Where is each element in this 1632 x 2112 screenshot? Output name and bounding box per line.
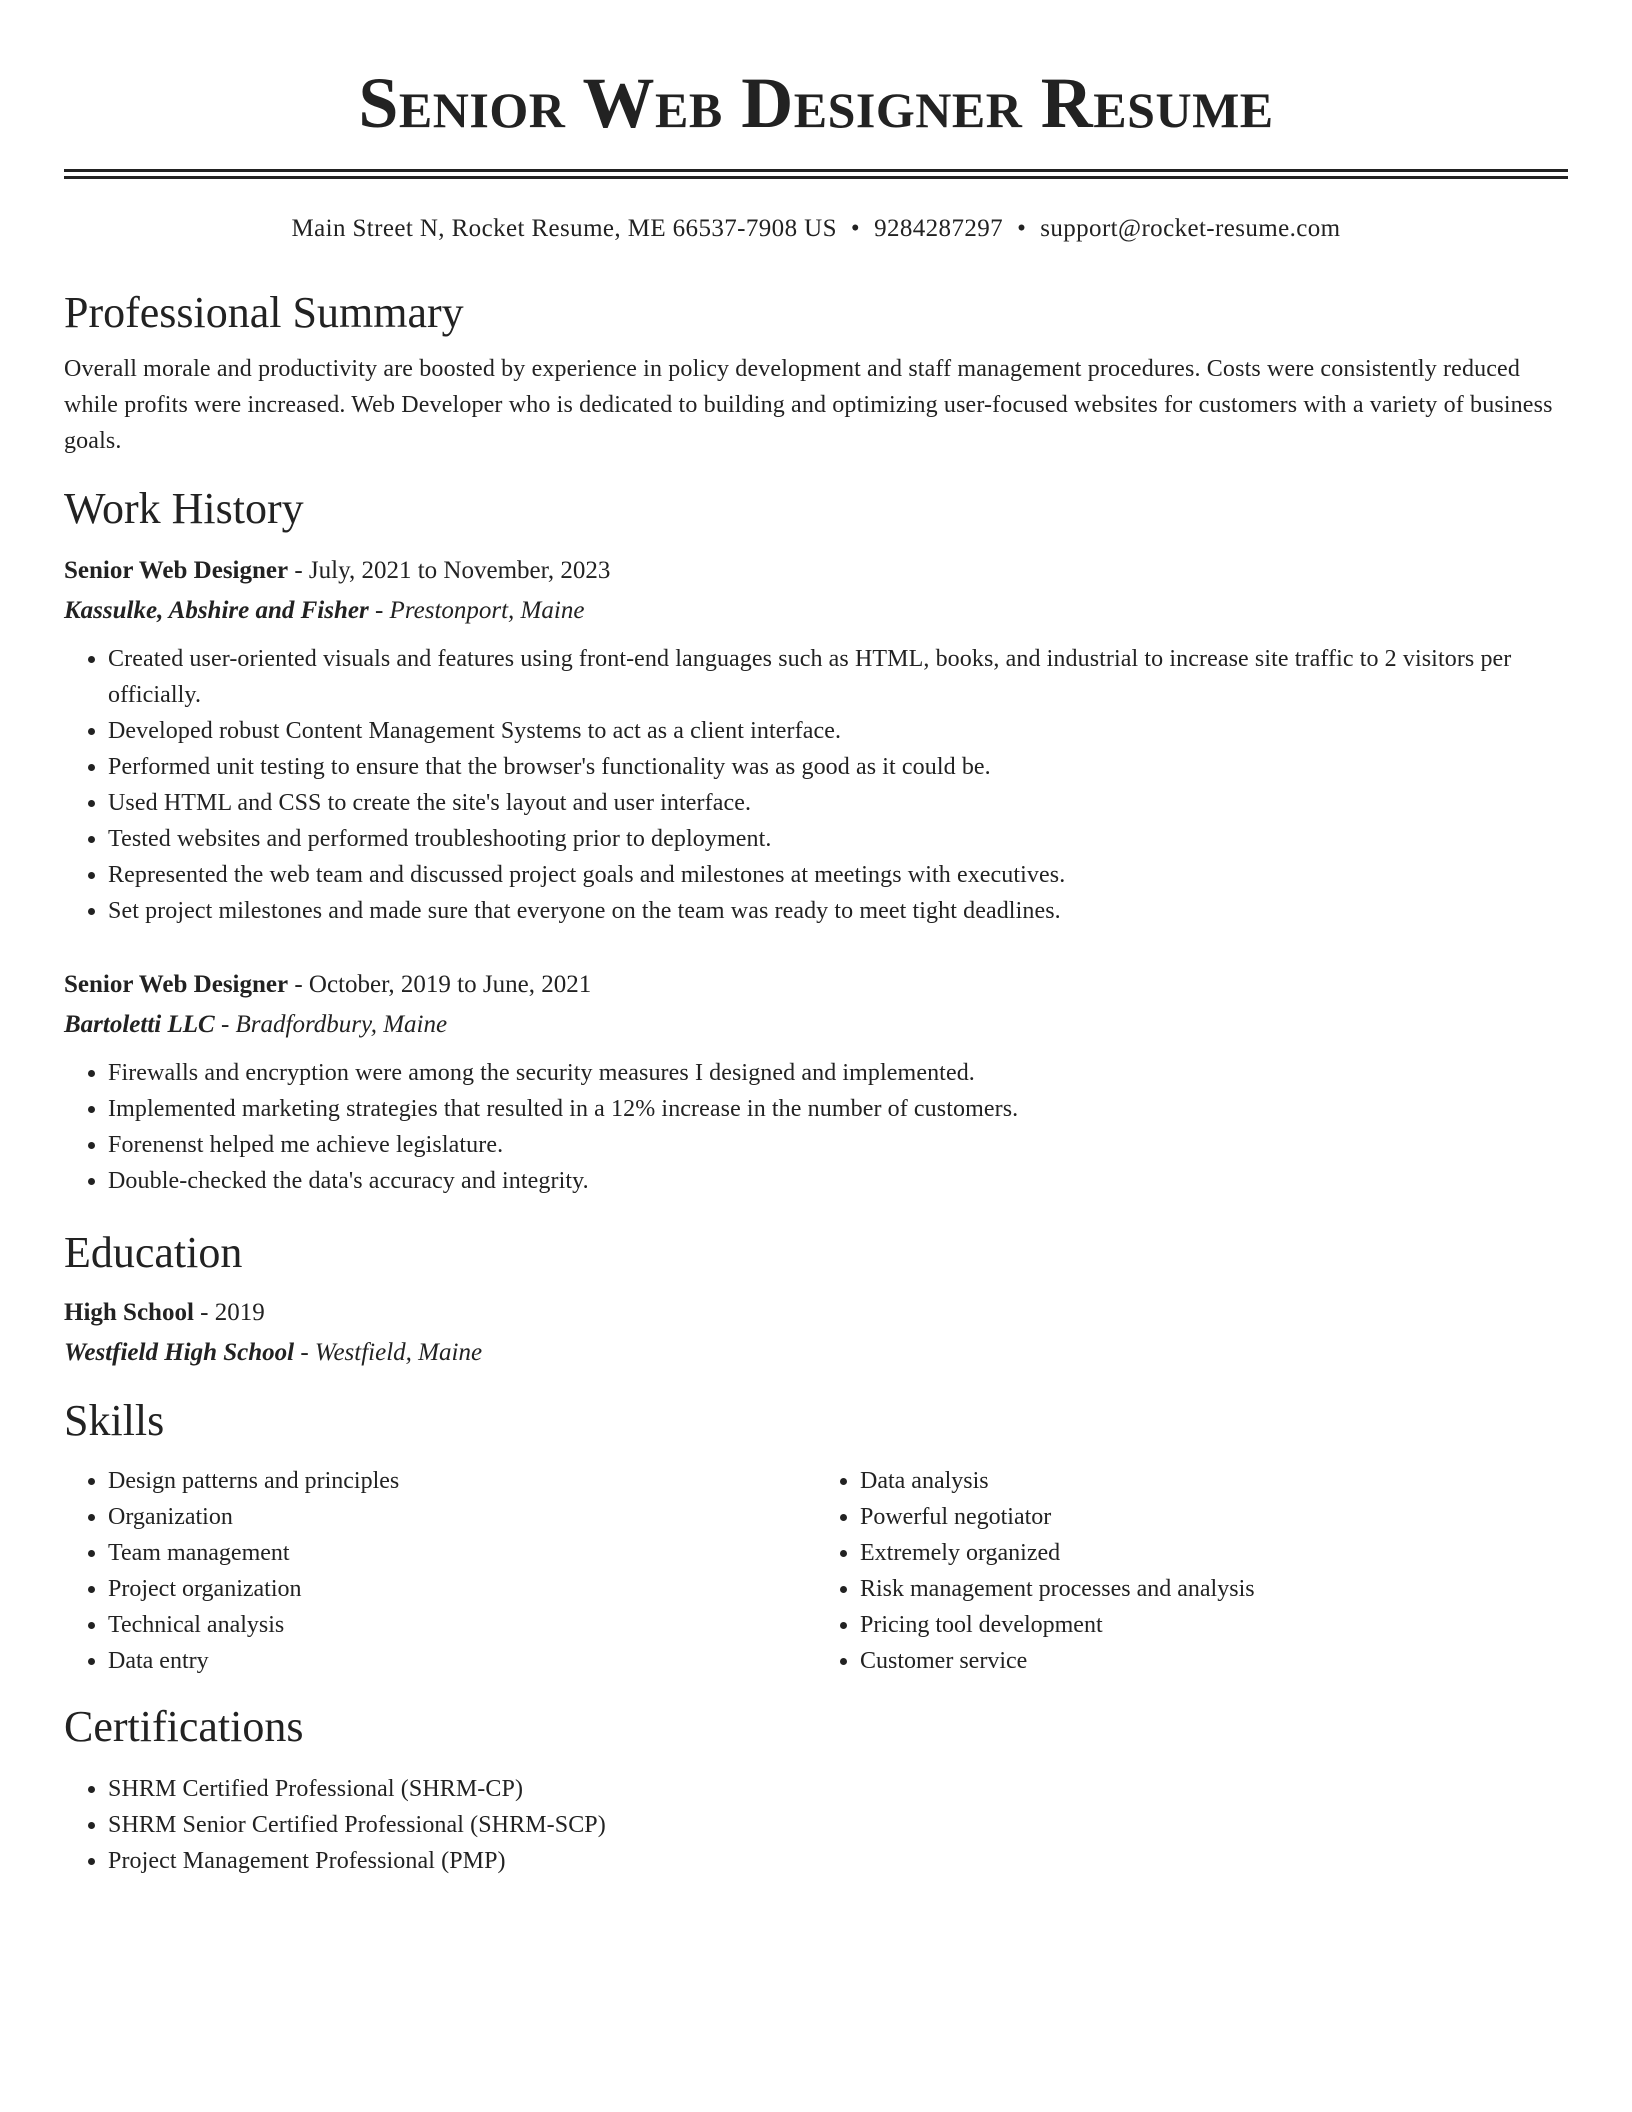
job-dates: - July, 2021 to November, 2023	[288, 557, 611, 584]
education-entry	[64, 1293, 1568, 1373]
job-company-line	[64, 591, 1568, 631]
list-item: • Used HTML and CSS to create the site's layout and user interface.	[108, 785, 1568, 821]
education-location: - Westfield, Maine	[294, 1339, 483, 1366]
education-degree-line	[64, 1293, 1568, 1333]
job-company: Kassulke, Abshire and Fisher	[64, 597, 369, 624]
work-history-heading: Work History	[64, 484, 304, 533]
education-school-line	[64, 1333, 1568, 1373]
contact-email: support@rocket-resume.com	[1040, 215, 1341, 242]
job-role: Senior Web Designer	[64, 971, 289, 998]
job-entry	[64, 551, 1568, 929]
list-item: • Project organization	[108, 1571, 816, 1607]
list-item: • Double-checked the data's accuracy and integrity.	[108, 1163, 1568, 1199]
list-item: • Pricing tool development	[860, 1607, 1568, 1643]
list-item: • Forenenst helped me achieve legislature.	[108, 1127, 1568, 1163]
list-item: • SHRM Senior Certified Professional (SHRM-SCP)	[108, 1807, 1568, 1843]
job-title-line	[64, 965, 1568, 1005]
list-item: • Represented the web team and discussed project goals and milestones at meetings with executives.	[108, 857, 1568, 893]
list-item: • Data analysis	[860, 1463, 1568, 1499]
list-item: • Powerful negotiator	[860, 1499, 1568, 1535]
job-title-line	[64, 551, 1568, 591]
contact-phone: 9284287297	[874, 215, 1004, 242]
list-item: • Risk management processes and analysis	[860, 1571, 1568, 1607]
contact-address: Main Street N, Rocket Resume, ME 66537-7908 US	[291, 215, 837, 242]
job-company: Bartoletti LLC	[64, 1011, 215, 1038]
list-item: • Tested websites and performed troubleshooting prior to deployment.	[108, 821, 1568, 857]
list-item: • Project Management Professional (PMP)	[108, 1843, 1568, 1879]
job-duties-list	[64, 641, 1568, 929]
list-item: • Design patterns and principles	[108, 1463, 816, 1499]
contact-separator: •	[1017, 215, 1027, 242]
list-item: • Firewalls and encryption were among the security measures I designed and implemented.	[108, 1055, 1568, 1091]
education-year: - 2019	[193, 1299, 265, 1326]
title-divider	[64, 169, 1568, 179]
certifications-heading: Certifications	[64, 1702, 304, 1751]
job-location: - Bradfordbury, Maine	[214, 1011, 448, 1038]
job-dates: - October, 2019 to June, 2021	[288, 971, 592, 998]
page-title: Senior Web Designer Resume	[358, 63, 1274, 143]
list-item: • Created user-oriented visuals and features using front-end languages such as HTML, books, and industrial to increase site traffic to 2 visitors per officially.	[108, 641, 1568, 713]
list-item: • Organization	[108, 1499, 816, 1535]
summary-heading: Professional Summary	[64, 288, 464, 337]
skills-grid	[64, 1463, 1568, 1679]
list-item: • Extremely organized	[860, 1535, 1568, 1571]
education-heading: Education	[64, 1228, 243, 1277]
list-item: • Developed robust Content Management Systems to act as a client interface.	[108, 713, 1568, 749]
job-entry	[64, 965, 1568, 1199]
skills-heading: Skills	[64, 1396, 165, 1445]
summary-text: Overall morale and productivity are boosted by experience in policy development and staff management procedures. Costs were consistently reduced while profits were increased. Web Developer who is dedicated to building and optimizing user-focused websites for customers with a variety of business goals.	[64, 356, 1553, 454]
list-item: • Technical analysis	[108, 1607, 816, 1643]
list-item: • Performed unit testing to ensure that the browser's functionality was as good as it could be.	[108, 749, 1568, 785]
contact-line	[64, 213, 1568, 245]
job-location: - Prestonport, Maine	[368, 597, 585, 624]
list-item: • Team management	[108, 1535, 816, 1571]
job-duties-list	[64, 1055, 1568, 1199]
certifications-list	[64, 1771, 1568, 1879]
list-item: • Data entry	[108, 1643, 816, 1679]
education-degree: High School	[64, 1299, 194, 1326]
contact-separator: •	[850, 215, 861, 242]
education-school: Westfield High School	[64, 1339, 295, 1366]
job-company-line	[64, 1005, 1568, 1045]
list-item: • Customer service	[860, 1643, 1568, 1679]
job-role: Senior Web Designer	[64, 557, 289, 584]
list-item: • Implemented marketing strategies that resulted in a 12% increase in the number of customers.	[108, 1091, 1568, 1127]
list-item: • Set project milestones and made sure that everyone on the team was ready to meet tight deadlines.	[108, 893, 1568, 929]
skills-list-left	[64, 1463, 816, 1679]
skills-list-right	[816, 1463, 1568, 1679]
list-item: • SHRM Certified Professional (SHRM-CP)	[108, 1771, 1568, 1807]
